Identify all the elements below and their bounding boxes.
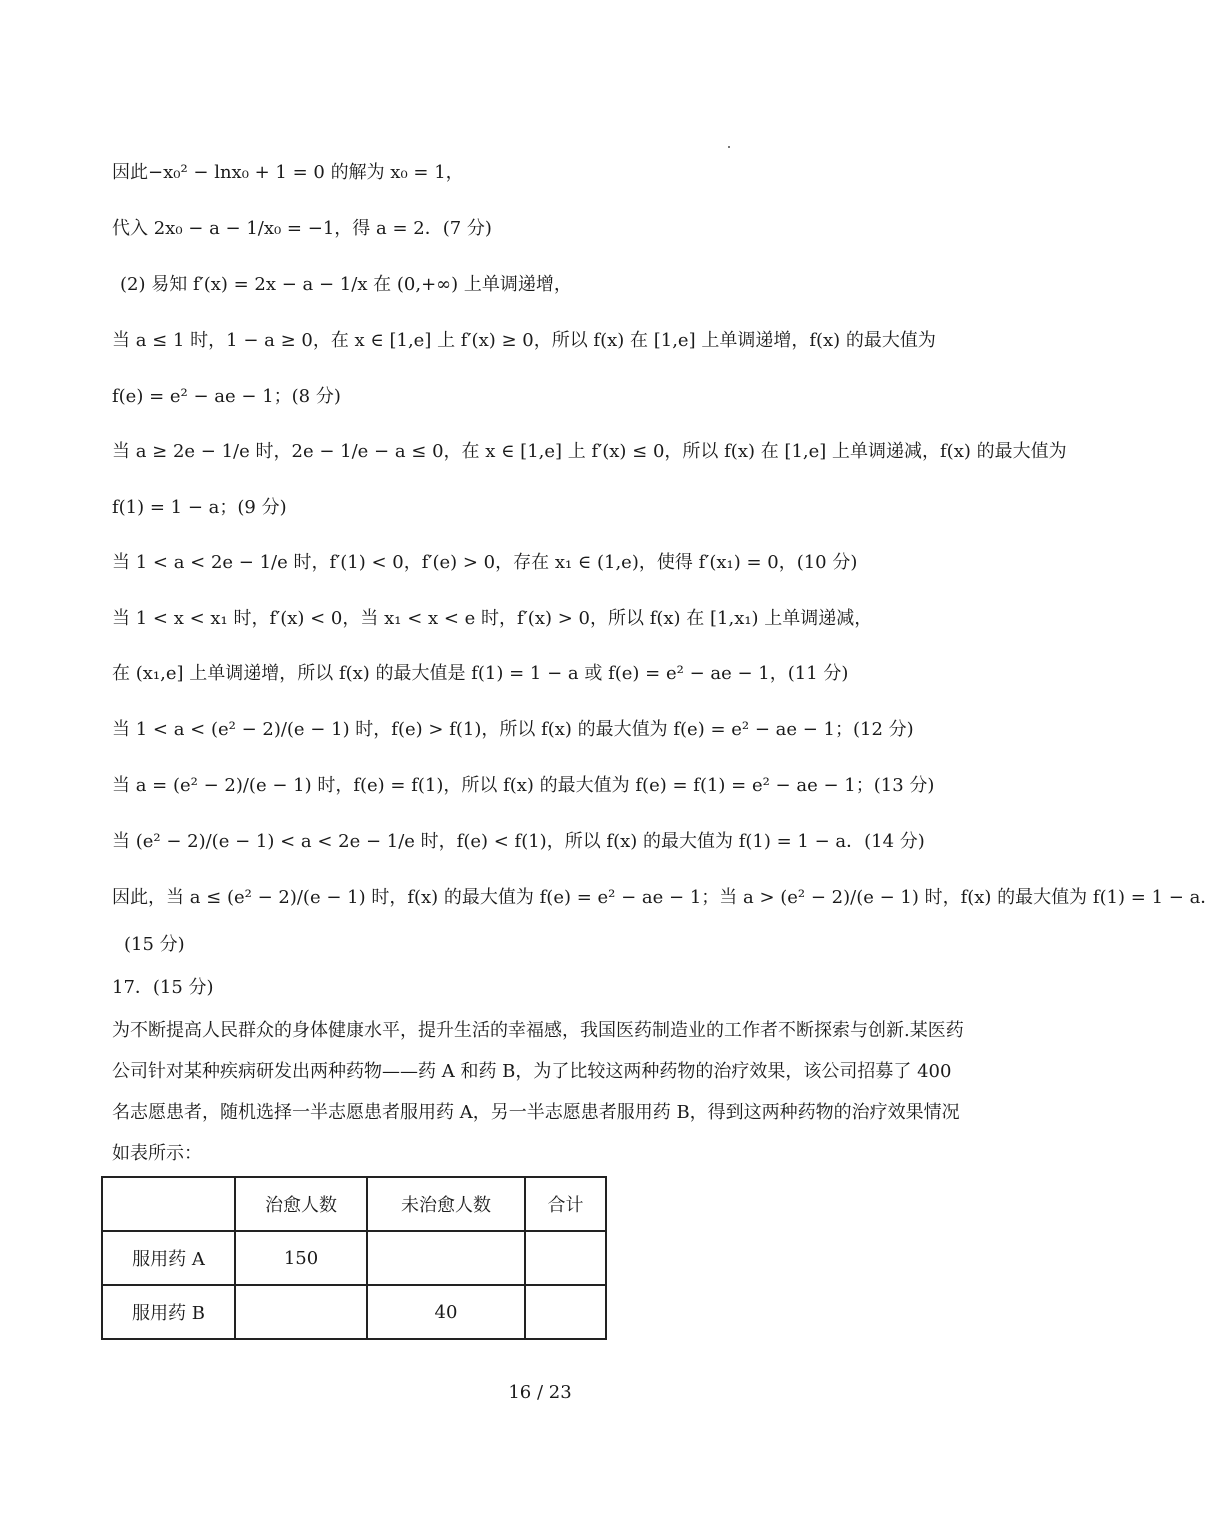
solution-line-11: 当 1 < a < (e² − 2)/(e − 1) 时，f(e) > f(1)，所以 f(x) 的最大值为 f(e) = e² − ae − 1；(12 分) [112, 719, 914, 740]
solution-line-12: 当 a = (e² − 2)/(e − 1) 时，f(e) = f(1)，所以 f(x) 的最大值为 f(e) = f(1) = e² − ae − 1；(13 分) [112, 775, 935, 796]
solution-line-2: 代入 2x₀ − a − 1/x₀ = −1，得 a = 2．(7 分) [112, 218, 492, 239]
solution-line-8: 当 1 < a < 2e − 1/e 时，f′(1) < 0，f′(e) > 0，存在 x₁ ∈ (1,e)，使得 f′(x₁) = 0，(10 分) [112, 552, 858, 573]
problem-text: 为不断提高人民群众的身体健康水平，提升生活的幸福感，我国医药制造业的工作者不断探索与创新.某医药公司针对某种疾病研发出两种药物——药 A 和药 B，为了比较这两种药物的治疗效果，该公司招募了 400 名志愿患者，随机选择一半志愿患者服用药 A，另一半志愿患者服用药 B，得到这两种药物的治疗效果情况如表所示： [112, 1020, 964, 1164]
solution-line-15: (15 分) [124, 934, 185, 955]
scan-speck [728, 146, 730, 148]
table-header-row [102, 1177, 606, 1231]
solution-line-6: 当 a ≥ 2e − 1/e 时，2e − 1/e − a ≤ 0，在 x ∈ [1,e] 上 f′(x) ≤ 0，所以 f(x) 在 [1,e] 上单调递减，f(x) 的最大值为 [112, 441, 1067, 462]
table-cell [525, 1285, 606, 1339]
solution-line-13: 当 (e² − 2)/(e − 1) < a < 2e − 1/e 时，f(e) < f(1)，所以 f(x) 的最大值为 f(1) = 1 − a．(14 分) [112, 831, 925, 852]
page-number: 16 / 23 [508, 1382, 572, 1403]
table-cell: 服用药 B [102, 1285, 235, 1339]
table-cell [525, 1231, 606, 1285]
table-cell: 40 [367, 1285, 525, 1339]
table-cell: 服用药 A [102, 1231, 235, 1285]
solution-line-9: 当 1 < x < x₁ 时，f′(x) < 0，当 x₁ < x < e 时，f′(x) > 0，所以 f(x) 在 [1,x₁) 上单调递减， [112, 608, 873, 629]
table-row [102, 1231, 606, 1285]
results-table [101, 1176, 607, 1340]
table-cell: 150 [235, 1231, 367, 1285]
table-header-cell: 未治愈人数 [367, 1177, 525, 1231]
solution-line-1: 因此−x₀² − lnx₀ + 1 = 0 的解为 x₀ = 1， [112, 162, 464, 183]
solution-line-10: 在 (x₁,e] 上单调递增，所以 f(x) 的最大值是 f(1) = 1 − a 或 f(e) = e² − ae − 1，(11 分) [112, 663, 849, 684]
table-cell [367, 1231, 525, 1285]
solution-line-14: 因此，当 a ≤ (e² − 2)/(e − 1) 时，f(x) 的最大值为 f(e) = e² − ae − 1；当 a > (e² − 2)/(e − 1) 时，f(x) 的最大值为 f(1) = 1 − a． [112, 887, 1218, 908]
problem-number: 17．(15 分) [112, 977, 214, 998]
table-row [102, 1285, 606, 1339]
solution-line-7: f(1) = 1 − a；(9 分) [112, 497, 287, 518]
table-cell [235, 1285, 367, 1339]
table-header-cell: 合计 [525, 1177, 606, 1231]
solution-line-5: f(e) = e² − ae − 1；(8 分) [112, 386, 341, 407]
table-header-cell [102, 1177, 235, 1231]
solution-line-3: (2) 易知 f′(x) = 2x − a − 1/x 在 (0,+∞) 上单调递增， [120, 274, 572, 295]
solution-line-4: 当 a ≤ 1 时，1 − a ≥ 0，在 x ∈ [1,e] 上 f′(x) ≥ 0，所以 f(x) 在 [1,e] 上单调递增，f(x) 的最大值为 [112, 330, 936, 351]
table-header-cell: 治愈人数 [235, 1177, 367, 1231]
